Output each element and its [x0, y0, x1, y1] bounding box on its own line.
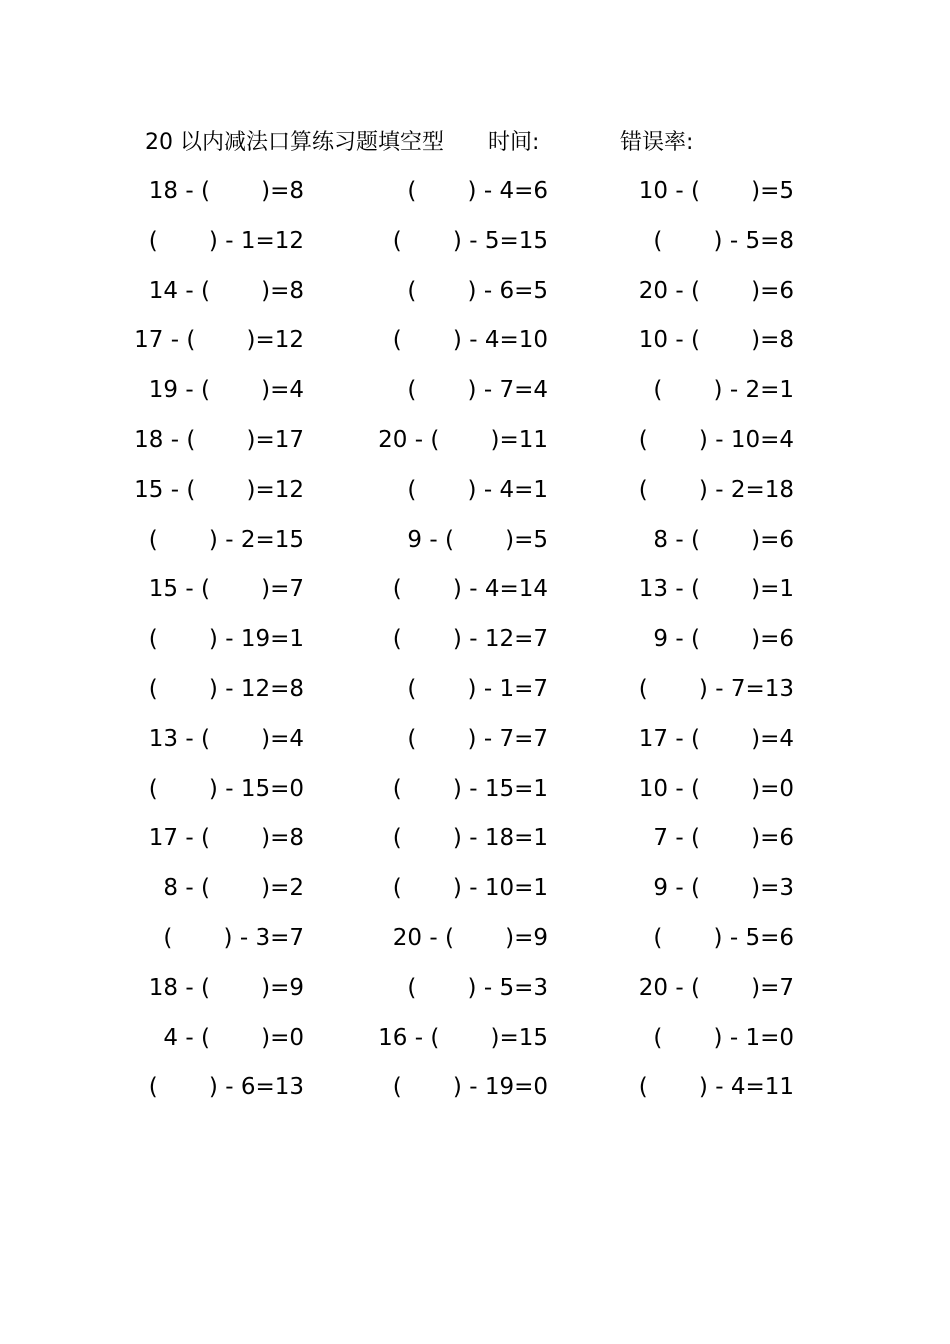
problem-item: ( ) - 6=13	[148, 1074, 304, 1101]
problem-item: ( ) - 2=1	[653, 377, 794, 404]
problem-item: ( ) - 4=11	[638, 1074, 794, 1101]
problem-item: ( ) - 19=1	[148, 626, 304, 653]
problem-item: ( ) - 5=3	[407, 974, 548, 1001]
problem-item: 15 - ( )=12	[134, 476, 304, 503]
problem-item: 19 - ( )=4	[148, 377, 304, 404]
error-rate-label: 错误率:	[620, 130, 694, 155]
problem-item: ( ) - 15=1	[392, 775, 548, 802]
problem-item: ( ) - 10=1	[392, 875, 548, 902]
problem-item: ( ) - 5=8	[653, 227, 794, 254]
worksheet-title: 20 以内减法口算练习题填空型	[145, 130, 444, 155]
problem-row	[0, 1070, 950, 1120]
problem-item: 9 - ( )=3	[653, 875, 794, 902]
problem-item: ( ) - 5=15	[392, 227, 548, 254]
problem-row	[0, 323, 950, 373]
problem-item: 17 - ( )=4	[638, 725, 794, 752]
problem-item: 10 - ( )=8	[638, 327, 794, 354]
problem-row	[0, 821, 950, 871]
problem-item: ( ) - 3=7	[163, 924, 304, 951]
problem-item: ( ) - 15=0	[148, 775, 304, 802]
problem-item: 17 - ( )=12	[134, 327, 304, 354]
problem-row	[0, 921, 950, 971]
problem-item: 15 - ( )=7	[148, 576, 304, 603]
problem-item: ( ) - 4=14	[392, 576, 548, 603]
problem-row	[0, 174, 950, 224]
problem-item: 14 - ( )=8	[148, 277, 304, 304]
problem-row	[0, 373, 950, 423]
problem-item: 4 - ( )=0	[163, 1024, 304, 1051]
problem-item: ( ) - 19=0	[392, 1074, 548, 1101]
problem-item: ( ) - 12=8	[148, 675, 304, 702]
problem-item: ( ) - 7=13	[638, 675, 794, 702]
problem-item: ( ) - 7=4	[407, 377, 548, 404]
problem-row	[0, 722, 950, 772]
problem-item: 20 - ( )=7	[638, 974, 794, 1001]
problem-item: 20 - ( )=9	[392, 924, 548, 951]
problem-item: 9 - ( )=6	[653, 626, 794, 653]
time-label: 时间:	[488, 130, 540, 155]
problem-grid	[0, 174, 950, 1120]
problem-item: ( ) - 7=7	[407, 725, 548, 752]
problem-item: 13 - ( )=4	[148, 725, 304, 752]
problem-item: ( ) - 6=5	[407, 277, 548, 304]
problem-row	[0, 772, 950, 822]
problem-row	[0, 523, 950, 573]
problem-item: 10 - ( )=0	[638, 775, 794, 802]
problem-item: ( ) - 1=7	[407, 675, 548, 702]
problem-item: 8 - ( )=2	[163, 875, 304, 902]
problem-row	[0, 224, 950, 274]
problem-item: 20 - ( )=11	[378, 426, 548, 453]
problem-item: ( ) - 2=15	[148, 526, 304, 553]
problem-item: ( ) - 1=12	[148, 227, 304, 254]
problem-item: 18 - ( )=17	[134, 426, 304, 453]
problem-item: 10 - ( )=5	[638, 178, 794, 204]
problem-item: 18 - ( )=8	[148, 178, 304, 204]
problem-item: ( ) - 18=1	[392, 825, 548, 852]
problem-item: 18 - ( )=9	[148, 974, 304, 1001]
worksheet-header	[145, 126, 765, 160]
problem-item: ( ) - 1=0	[653, 1024, 794, 1051]
problem-item: ( ) - 4=6	[407, 178, 548, 204]
problem-item: 7 - ( )=6	[653, 825, 794, 852]
problem-row	[0, 622, 950, 672]
problem-item: ( ) - 4=1	[407, 476, 548, 503]
problem-item: ( ) - 10=4	[638, 426, 794, 453]
problem-item: 17 - ( )=8	[148, 825, 304, 852]
problem-row	[0, 971, 950, 1021]
problem-item: ( ) - 4=10	[392, 327, 548, 354]
problem-row	[0, 423, 950, 473]
problem-item: 9 - ( )=5	[407, 526, 548, 553]
problem-item: ( ) - 5=6	[653, 924, 794, 951]
problem-row	[0, 672, 950, 722]
problem-row	[0, 871, 950, 921]
problem-item: ( ) - 12=7	[392, 626, 548, 653]
problem-row	[0, 274, 950, 324]
problem-row	[0, 1021, 950, 1071]
problem-item: 16 - ( )=15	[378, 1024, 548, 1051]
problem-item: 13 - ( )=1	[638, 576, 794, 603]
problem-item: ( ) - 2=18	[638, 476, 794, 503]
problem-item: 8 - ( )=6	[653, 526, 794, 553]
problem-item: 20 - ( )=6	[638, 277, 794, 304]
problem-row	[0, 473, 950, 523]
problem-row	[0, 572, 950, 622]
